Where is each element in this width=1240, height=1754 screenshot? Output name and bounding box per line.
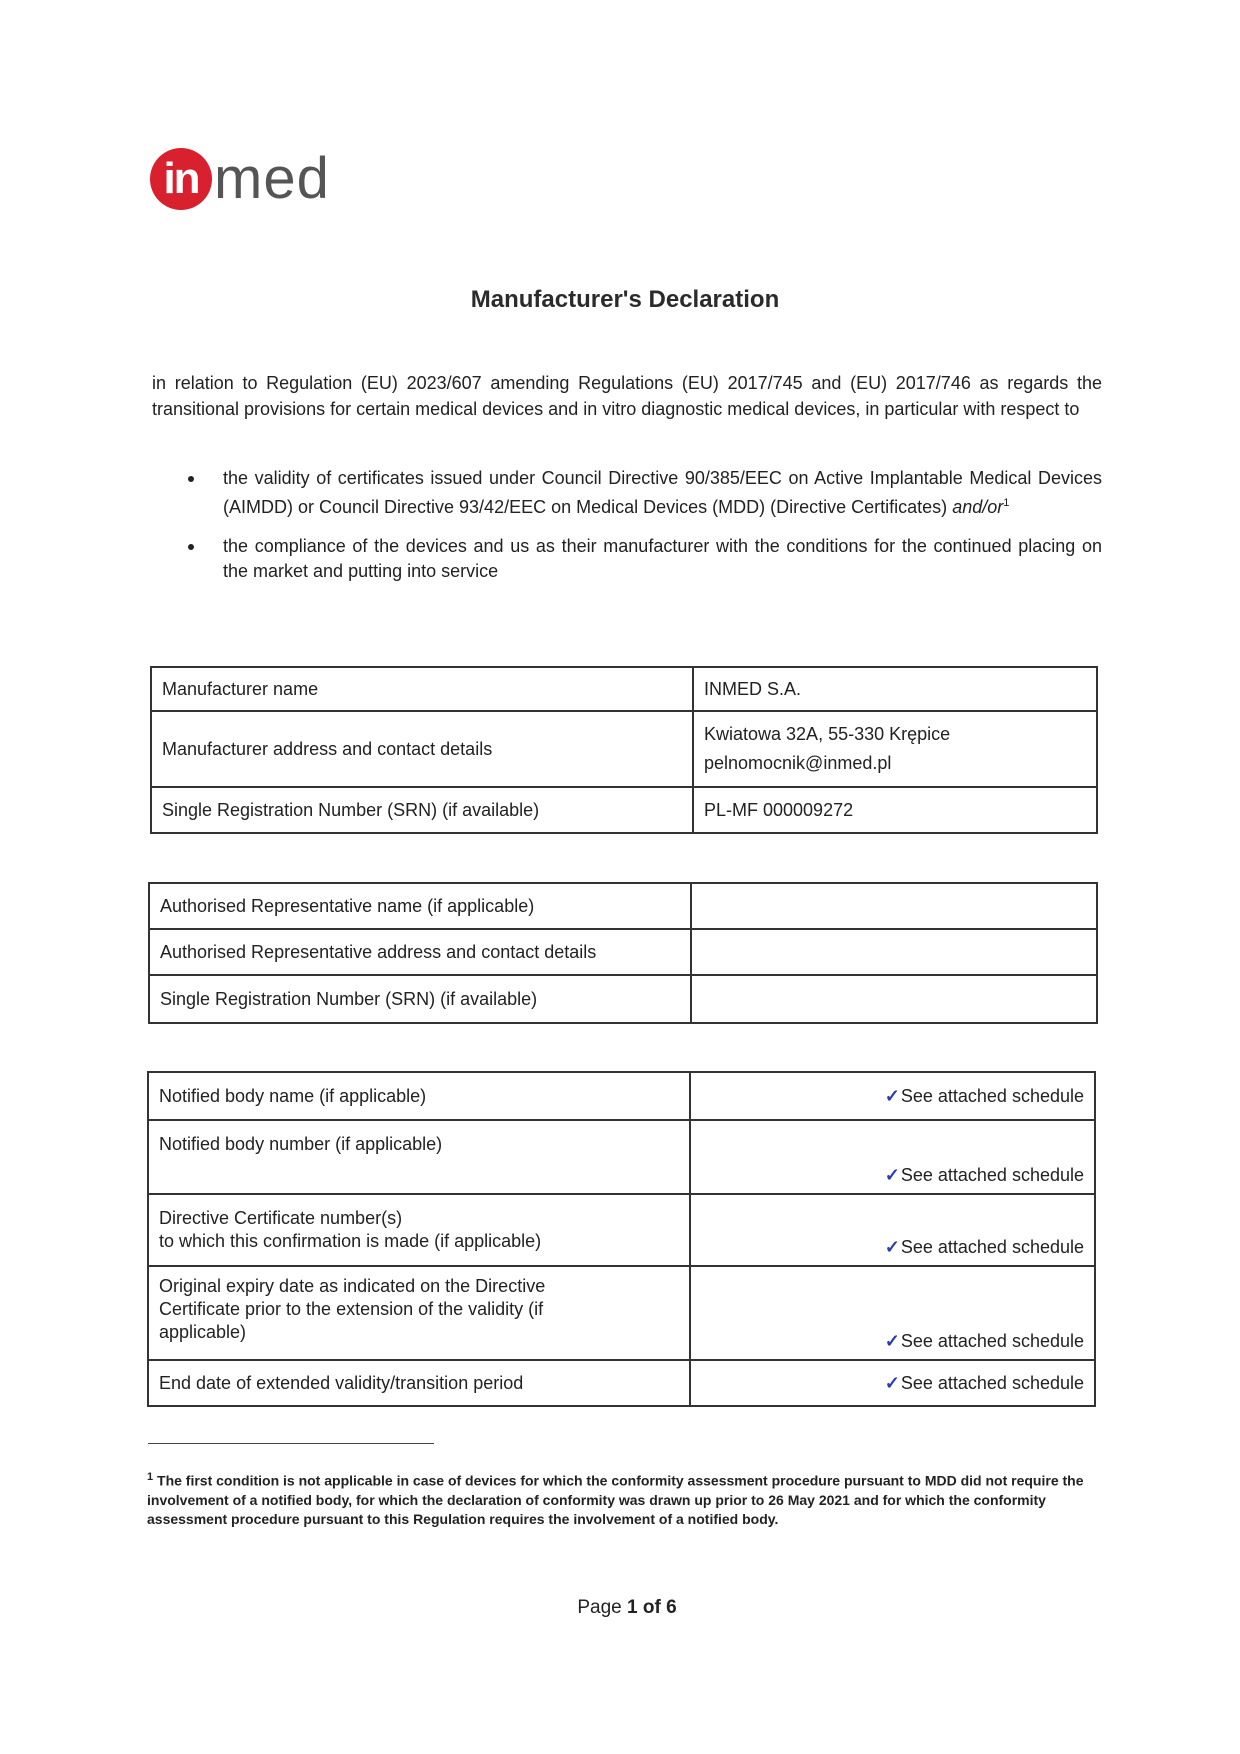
representative-address-value [691,929,1097,975]
logo-text: med [214,146,330,211]
directive-certificate-value [690,1194,1095,1266]
checkmark-icon: ✓ [884,1372,900,1393]
bullet-item [180,466,1102,520]
footnote-number: 1 [147,1471,154,1483]
label-line: applicable) [159,1322,247,1342]
footnote-ref: 1 [1003,497,1010,509]
manufacturer-table [150,666,1098,834]
original-expiry-label [148,1266,690,1360]
notified-body-name-label: Notified body name (if applicable) [148,1072,690,1120]
table-row [148,1072,1095,1120]
table-row [149,975,1097,1023]
notified-body-name-value [690,1072,1095,1120]
notified-body-number-value [690,1120,1095,1194]
table-row [151,787,1097,833]
bullet-item [180,534,1102,584]
page-total: 6 [666,1597,677,1618]
notified-body-table [147,1071,1096,1407]
end-date-value [690,1360,1095,1406]
representative-name-label: Authorised Representative name (if applicable) [149,883,691,929]
table-row [151,711,1097,787]
original-expiry-value [690,1266,1095,1360]
manufacturer-srn-value: PL-MF 000009272 [693,787,1097,833]
logo-circle [150,148,212,210]
bullet-text: the compliance of the devices and us as their manufacturer with the conditions for the continued placing on the market and putting into service [223,536,1102,581]
schedule-text: See attached schedule [900,1085,1084,1106]
bullet-text: the validity of certificates issued under Council Directive 90/385/EEC on Active Implantable Medical Devices (AIMDD) or Council Directive 93/42/EEC on Medical Devices (MDD) (Directive Certificates) [223,468,1102,517]
manufacturer-name-value: INMED S.A. [693,667,1097,711]
table-row [149,929,1097,975]
checkmark-icon: ✓ [884,1331,900,1351]
manufacturer-name-label: Manufacturer name [151,667,693,711]
footnote-divider [148,1443,434,1444]
inmed-logo [150,146,330,212]
bullet-emphasis: and/or [952,497,1004,517]
bullet-list [180,466,1102,598]
intro-paragraph: in relation to Regulation (EU) 2023/607 amending Regulations (EU) 2017/745 and (EU) 2017/746 as regards the transitional provisions for certain medical devices and in vitro diagnostic medical devices, in particular with respect to [152,373,1102,419]
schedule-text: See attached schedule [900,1165,1084,1185]
table-row [148,1120,1095,1194]
logo-circle-text: in [163,154,199,203]
bullet-dot-icon [188,544,194,550]
representative-address-label: Authorised Representative address and contact details [149,929,691,975]
schedule-text: See attached schedule [900,1237,1084,1257]
manufacturer-address-label: Manufacturer address and contact details [151,711,693,787]
email-line: pelnomocnik@inmed.pl [704,753,892,773]
page-number [0,1597,1240,1619]
end-date-label: End date of extended validity/transition period [148,1360,690,1406]
schedule-text: See attached schedule [900,1372,1084,1393]
table-row [149,883,1097,929]
notified-body-number-label: Notified body number (if applicable) [148,1120,690,1194]
checkmark-icon: ✓ [884,1165,900,1185]
document-title: Manufacturer's Declaration [470,286,780,313]
page-current: 1 [627,1597,638,1618]
directive-certificate-label [148,1194,690,1266]
label-line: Certificate prior to the extension of the validity (if [159,1299,544,1319]
bullet-dot-icon [188,476,194,482]
checkmark-icon: ✓ [884,1085,900,1106]
table-row [148,1360,1095,1406]
footnote-text: The first condition is not applicable in case of devices for which the conformity assessment procedure pursuant to MDD did not require the involvement of a notified body, for which the declaration of conformity was drawn up prior to 26 May 2021 and for which the conformity assessment procedure pursuant to this Regulation requires the involvement of a notified body. [147,1472,1084,1527]
manufacturer-srn-label: Single Registration Number (SRN) (if available) [151,787,693,833]
page-prefix: Page [577,1597,622,1618]
schedule-text: See attached schedule [900,1331,1084,1351]
representative-table [148,882,1098,1024]
table-row [148,1266,1095,1360]
manufacturer-address-value [693,711,1097,787]
page-of: of [642,1597,661,1618]
footnote [147,1468,1087,1529]
representative-srn-value [691,975,1097,1023]
label-line: to which this confirmation is made (if applicable) [159,1231,542,1251]
table-row [151,667,1097,711]
checkmark-icon: ✓ [884,1237,900,1257]
label-line: Original expiry date as indicated on the Directive [159,1276,546,1296]
label-line: Directive Certificate number(s) [159,1208,403,1228]
table-row [148,1194,1095,1266]
representative-srn-label: Single Registration Number (SRN) (if available) [149,975,691,1023]
representative-name-value [691,883,1097,929]
address-line: Kwiatowa 32A, 55-330 Krępice [704,724,951,744]
